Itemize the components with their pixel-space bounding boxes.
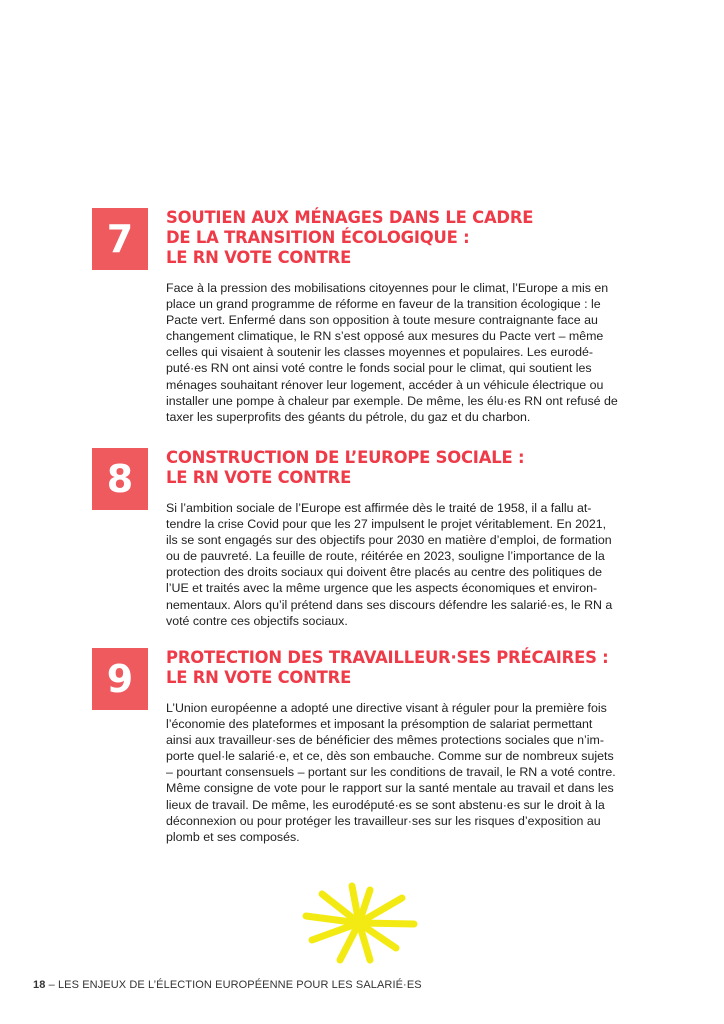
heading-line: PROTECTION DES TRAVAILLEUR·SES PRÉCAIRES : [166,648,609,667]
body-line: tendre la crise Covid pour que les 27 impulsent le projet véritablement. En 2021, [166,517,607,532]
body-line: Face à la pression des mobilisations citoyennes pour le climat, l’Europe a mis en [166,281,609,295]
body-line: ménages souhaitant rénover leur logement, accéder à un véhicule électrique ou [166,377,604,392]
section-number-box: 7 [92,208,148,270]
section-body [166,500,632,629]
body-line: place un grand programme de réforme en faveur de la transition écologique : le [166,297,601,312]
body-line: – pourtant consensuels – portant sur les conditions de travail, le RN a voté contre. [166,765,616,780]
heading-line: LE RN VOTE CONTRE [166,468,352,487]
section-number-box: 8 [92,448,148,510]
page-number: 18 [33,979,46,991]
body-line: protection des droits sociaux qui doivent être placés au centre des politiques de [166,565,603,580]
body-line: l’économie des plateformes et imposant la présomption de salariat permettant [166,717,593,732]
section-content [166,648,632,845]
body-line: déconnexion ou pour protéger les travailleur·ses sur les risques d’exposition au [166,813,601,828]
body-line: taxer les superprofits des géants du pétrole, du gaz et du charbon. [166,409,531,424]
body-line: puté·es RN ont ainsi voté contre le fonds social pour le climat, qui soutient les [166,361,592,376]
body-line: plomb et ses composés. [166,829,300,844]
heading-line: LE RN VOTE CONTRE [166,668,352,687]
body-line: lieux de travail. De même, les eurodéputé·es se sont abstenu·es sur le droit à la [166,797,605,812]
body-line: voté contre ces objectifs sociaux. [166,613,348,628]
body-line: Même consigne de vote pour le rapport sur la santé mentale au travail et dans les [166,781,614,796]
body-line: l’UE et traités avec la même urgence que les aspects économiques et environ- [166,581,598,596]
footer-separator: – [45,979,58,991]
heading-line: SOUTIEN AUX MÉNAGES DANS LE CADRE [166,208,534,227]
section-content [166,448,632,629]
body-line: ou de pauvreté. La feuille de route, réitérée en 2023, souligne l’importance de la [166,549,605,564]
section-content [166,208,632,425]
body-line: nementaux. Alors qu’il prétend dans ses discours défendre les salarié·es, le RN a [166,597,613,612]
heading-line: CONSTRUCTION DE L’EUROPE SOCIALE : [166,448,525,467]
page-footer [33,979,422,991]
body-line: ainsi aux travailleur·ses de bénéficier des mêmes protections sociales que n’im- [166,733,605,748]
section-number-box: 9 [92,648,148,710]
body-line: ils se sont engagés sur des objectifs pour 2030 en matière d’emploi, de formation [166,533,612,548]
section-heading [166,208,632,268]
body-line: Pacte vert. Enfermé dans son opposition à toute mesure contraignante face au [166,313,598,328]
sun-burst-icon [298,880,424,966]
body-line: celles qui visaient à soutenir les classes moyennes et populaires. Les eurodé- [166,345,594,360]
section-body [166,280,632,425]
heading-line: LE RN VOTE CONTRE [166,248,352,267]
body-line: installer une pompe à chaleur par exemple. De même, les élu·es RN ont refusé de [166,393,618,408]
section-heading [166,448,632,488]
footer-title: LES ENJEUX DE L’ÉLECTION EUROPÉENNE POUR LES SALARIÉ·ES [57,979,422,991]
section-heading [166,648,632,688]
body-line: Si l’ambition sociale de l’Europe est affirmée dès le traité de 1958, il a fallu at- [166,501,592,515]
heading-line: DE LA TRANSITION ÉCOLOGIQUE : [166,228,470,247]
body-line: porte quel·le salarié·e, et ce, dès son embauche. Comme sur de nombreux sujets [166,749,614,764]
body-line: L’Union européenne a adopté une directive visant à réguler pour la première fois [166,701,607,715]
body-line: changement climatique, le RN s’est opposé aux mesures du Pacte vert – même [166,329,604,344]
section-body [166,700,632,845]
